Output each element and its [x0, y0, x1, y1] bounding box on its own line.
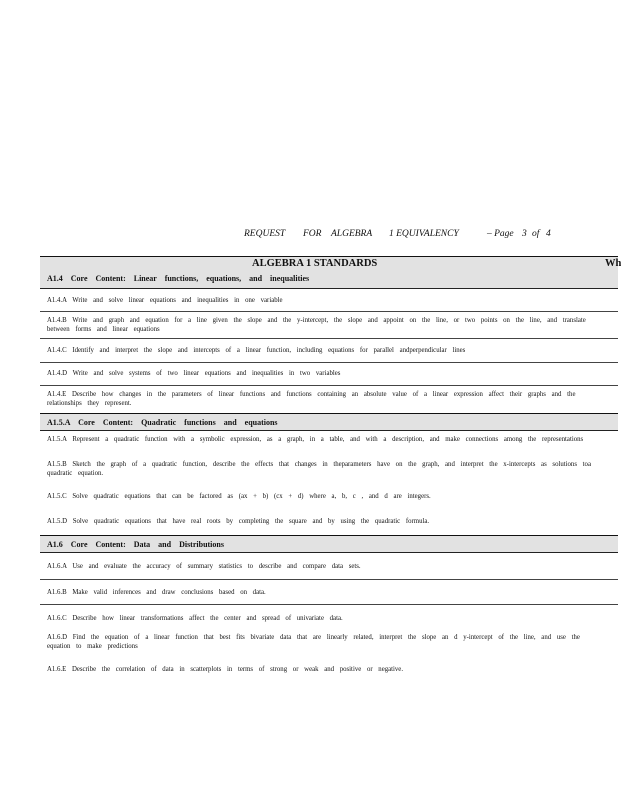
standard-a1-4-c: A1.4.C Identify and interpret the slope and intercepts of a linear function, including equations for parallel andperpendicular lines: [47, 347, 466, 354]
header-for: FOR: [303, 229, 322, 239]
header-equivalency: 1 EQUIVALENCY: [389, 229, 459, 239]
standard-a1-5-b: A1.5.B Sketch the graph of a quadratic function, describe the effects that changes in theparameters have on the graph, and interpret the x-intercepts as solutions toa quadratic equation.: [47, 461, 591, 477]
standard-a1-5-c: A1.5.C Solve quadratic equations that can be factored as (ax + b) (cx + d) where a, b, c , and d are integers.: [47, 493, 431, 500]
standard-a1-4-e: A1.4.E Describe how changes in the parameters of linear functions and functions containing an absolute value of a linear expression affect their graphs and the relationships they represent.: [47, 391, 576, 407]
request-header: [0, 229, 618, 243]
standard-a1-6-c: A1.6.C Describe how linear transformations affect the center and spread of univariate data.: [47, 615, 343, 622]
standard-a1-6-e: A1.6.E Describe the correlation of data in scatterplots in terms of strong or weak and positive or negative.: [47, 666, 404, 673]
standard-a1-4-b: A1.4.B Write and graph and equation for a line given the slope and the y-intercept, the slope and appoint on the line, or two points on the line, and translate between forms and linear equations: [47, 317, 586, 333]
table-title: ALGEBRA 1 STANDARDS: [252, 258, 378, 269]
header-algebra: ALGEBRA: [331, 229, 373, 239]
header-page-number: 3: [522, 229, 527, 239]
section-label-a1-4: A1.4 Core Content: Linear functions, equations, and inequalities: [47, 274, 310, 283]
standard-a1-6-d: A1.6.D Find the equation of a linear function that best fits bivariate data that are linearly related, interpret the slope an d y-intercept of the line, and use the equation to make predictions: [47, 634, 580, 650]
section-label-a1-5: A1.5.A Core Content: Quadratic functions and equations: [47, 418, 278, 427]
standard-a1-5-d: A1.5.D Solve quadratic equations that have real roots by completing the square and by using the quadratic formula.: [47, 518, 430, 525]
standard-a1-6-a: A1.6.A Use and evaluate the accuracy of summary statistics to describe and compare data sets.: [47, 563, 361, 570]
standard-a1-4-a: A1.4.A Write and solve linear equations and inequalities in one variable: [47, 297, 283, 304]
table-title-cutoff: Wh: [605, 258, 621, 269]
header-of-word: of: [532, 229, 540, 239]
header-page-total: 4: [546, 229, 551, 239]
standard-a1-6-b: A1.6.B Make valid inferences and draw conclusions based on data.: [47, 589, 266, 596]
section-label-a1-6: A1.6 Core Content: Data and Distributions: [47, 540, 224, 549]
standard-a1-4-d: A1.4.D Write and solve systems of two linear equations and inequalities in two variables: [47, 370, 341, 377]
header-page-word: – Page: [487, 229, 514, 239]
standard-a1-5-a: A1.5.A Represent a quadratic function with a symbolic expression, as a graph, in a table, and with a description, and make connections among the representations: [47, 436, 584, 443]
header-request: REQUEST: [244, 229, 286, 239]
